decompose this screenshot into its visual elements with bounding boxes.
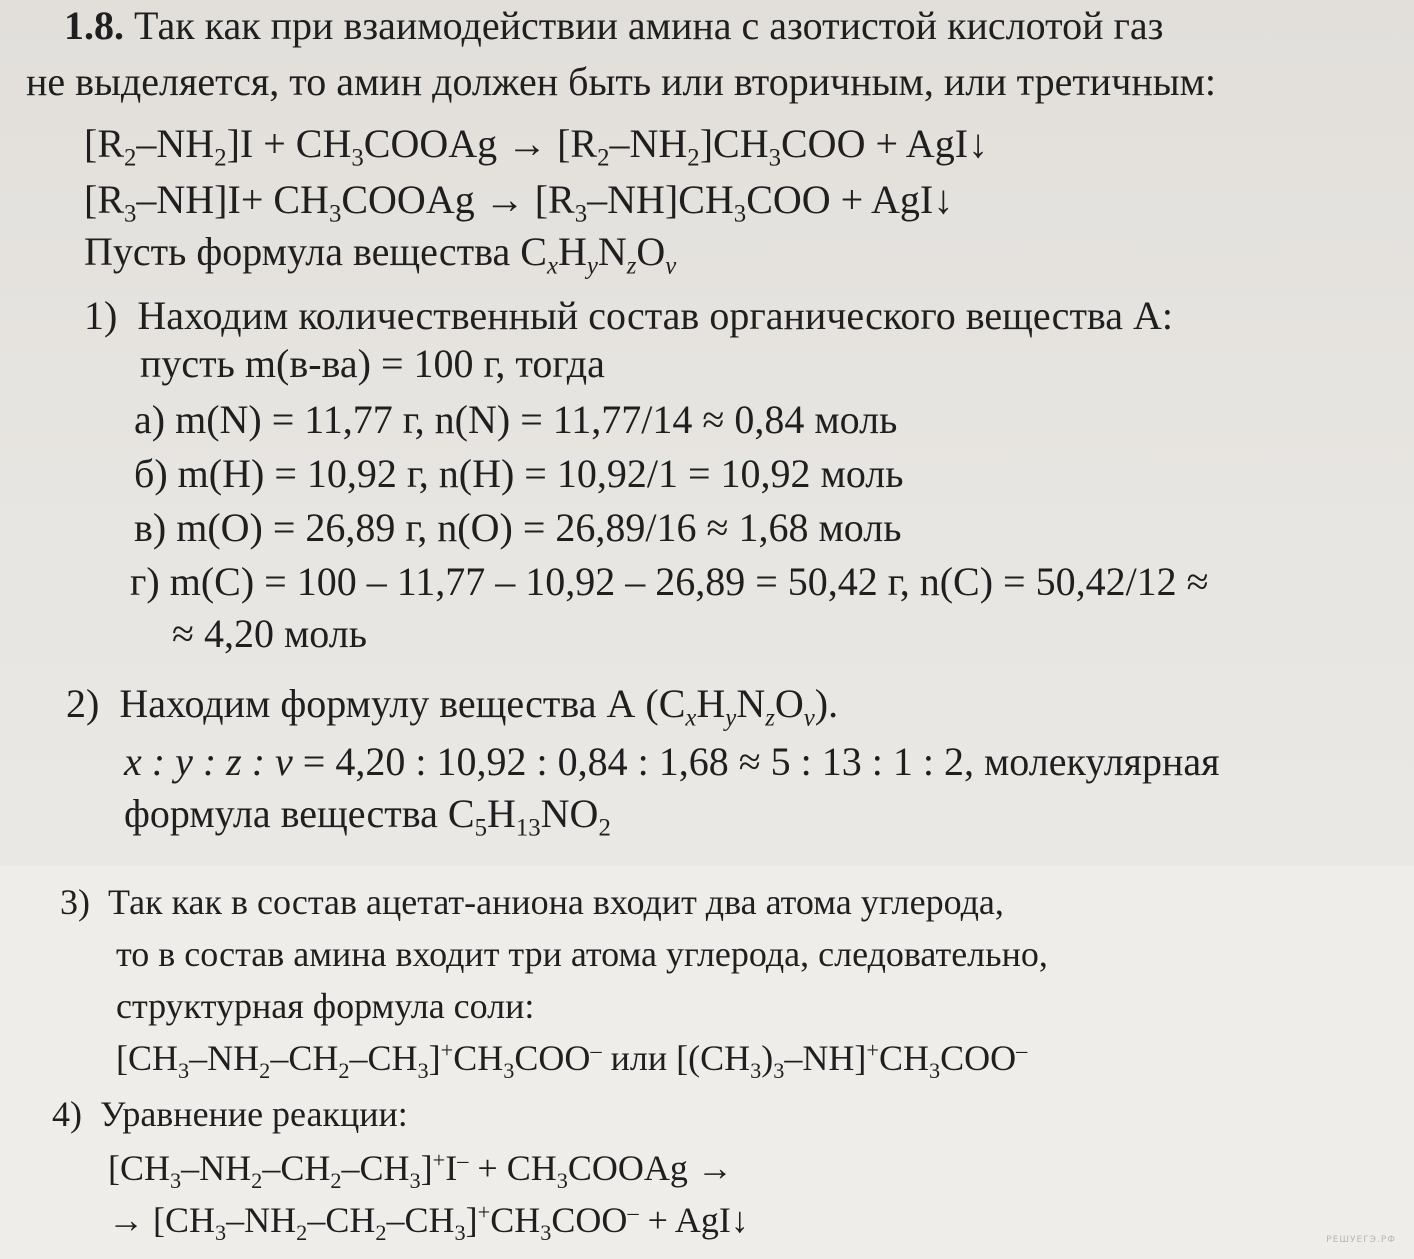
eq1-sub: 2 bbox=[214, 144, 227, 172]
calc-line: г) m(C) = 100 – 11,77 – 10,92 – 26,89 = 50,42 г, n(C) = 50,42/12 ≈ bbox=[130, 559, 1209, 604]
formula-part: O bbox=[636, 229, 666, 274]
formula-sub: x bbox=[685, 704, 697, 732]
reaction-rhs bbox=[108, 1198, 749, 1245]
formula-sub: y bbox=[725, 704, 737, 732]
step-title-tail: ). bbox=[814, 681, 839, 726]
eq1-part: ]CH bbox=[699, 121, 769, 166]
eq1-part: [R bbox=[84, 121, 124, 166]
eq1-part: COO + AgI↓ bbox=[781, 121, 989, 166]
step-title: Находим количественный состав органического вещества А: bbox=[137, 293, 1174, 338]
formula-part: N bbox=[736, 681, 766, 726]
result-sub: 5 bbox=[474, 814, 487, 842]
step-text: Так как в состав ацетат-аниона входит два атома углерода, bbox=[108, 882, 1004, 922]
reaction-rhs-text: $[CH_3-NH_2-CH_2-CH_3]^+CH_3COO^-$ + AgI↓ bbox=[144, 1199, 749, 1245]
step-marker: 4) bbox=[52, 1094, 82, 1134]
step-title: Уравнение реакции: bbox=[100, 1094, 408, 1134]
ratio-values: = 4,20 : 10,92 : 0,84 : 1,68 ≈ 5 : 13 : 1 : 2, молекулярная bbox=[292, 739, 1220, 784]
formula-sub: v bbox=[803, 704, 815, 732]
step-3-line-3 bbox=[116, 984, 534, 1028]
step-text: пусть m(в-ва) = 100 г, тогда bbox=[140, 341, 605, 386]
problem-number: 1.8. bbox=[64, 3, 124, 48]
step-marker: 2) bbox=[66, 681, 100, 726]
eq1-sub: 2 bbox=[687, 144, 700, 172]
formula-part: H bbox=[696, 681, 726, 726]
formula-sub: z bbox=[626, 252, 637, 280]
arrow: → bbox=[108, 1200, 144, 1240]
step-3-line-2 bbox=[116, 932, 1048, 976]
equation-tertiary-amine bbox=[84, 176, 954, 228]
problem-intro-line-2 bbox=[26, 58, 1216, 106]
formula-sub: v bbox=[665, 252, 677, 280]
ratio-vars: x : y : z : v bbox=[124, 739, 293, 784]
step-3-line-1 bbox=[60, 880, 1004, 924]
step-1-assume bbox=[140, 340, 605, 388]
watermark: РЕШУЕГЭ.РФ bbox=[1326, 1235, 1396, 1245]
formula-intro-text: Пусть формула вещества C bbox=[84, 229, 547, 274]
step-2-ratio bbox=[124, 738, 1220, 786]
step-marker: 3) bbox=[60, 882, 90, 922]
result-part: H bbox=[486, 791, 516, 836]
step-1-a bbox=[134, 396, 897, 444]
step-1-d bbox=[130, 558, 1209, 606]
formula-sub: y bbox=[586, 252, 598, 280]
step-1-d-cont bbox=[172, 610, 367, 658]
eq2-sub: 3 bbox=[124, 200, 137, 228]
step-4-title bbox=[52, 1092, 408, 1136]
result-part: формула вещества C bbox=[124, 791, 475, 836]
formula-sub: x bbox=[546, 252, 558, 280]
salt-1: $[CH_3-NH_2-CH_2-CH_3]^+CH_3COO^-$ bbox=[116, 1037, 602, 1083]
eq1-sub: 3 bbox=[768, 144, 781, 172]
formula-sub: z bbox=[765, 704, 775, 732]
intro-text-2: не выделяется, то амин должен быть или вторичным, или третичным: bbox=[26, 59, 1217, 104]
salt-structures bbox=[116, 1036, 1028, 1083]
calc-line: ≈ 4,20 моль bbox=[172, 611, 367, 656]
calc-line: в) m(O) = 26,89 г, n(O) = 26,89/16 ≈ 1,68 моль bbox=[134, 505, 902, 550]
eq2-part: [R bbox=[84, 177, 124, 222]
calc-line: а) m(N) = 11,77 г, n(N) = 11,77/14 ≈ 0,84 моль bbox=[134, 397, 898, 442]
formula-part: O bbox=[774, 681, 804, 726]
step-1-c bbox=[134, 504, 901, 552]
eq2-sub: 3 bbox=[733, 200, 747, 228]
step-marker: 1) bbox=[84, 293, 118, 338]
result-part: NO bbox=[540, 791, 599, 836]
eq2-sub: 3 bbox=[574, 200, 588, 228]
result-sub: 13 bbox=[515, 814, 541, 842]
eq1-sub: 3 bbox=[351, 144, 364, 172]
eq2-part: COOAg → [R bbox=[341, 177, 575, 222]
eq2-part: –NH]I+ CH bbox=[136, 177, 329, 222]
calc-line: б) m(H) = 10,92 г, n(H) = 10,92/1 = 10,92 моль bbox=[134, 451, 904, 496]
step-1-b bbox=[134, 450, 904, 498]
or-word: или bbox=[601, 1038, 677, 1078]
result-sub: 2 bbox=[598, 814, 611, 842]
step-1-title bbox=[84, 292, 1173, 340]
reaction-lhs-text: $[CH_3-NH_2-CH_2-CH_3]^+I^-$ + $CH_3COOAg$ bbox=[108, 1147, 697, 1193]
formula-part: H bbox=[557, 229, 587, 274]
eq1-sub: 2 bbox=[124, 144, 137, 172]
eq2-sub: 3 bbox=[328, 200, 342, 228]
eq1-part: –NH bbox=[609, 121, 688, 166]
eq1-sub: 2 bbox=[597, 144, 610, 172]
intro-text-1: Так как при взаимодействии амина с азотистой кислотой газ bbox=[134, 3, 1164, 48]
step-text: то в состав амина входит три атома углерода, следовательно, bbox=[116, 934, 1048, 974]
eq1-part: –NH bbox=[136, 121, 215, 166]
reaction-lhs bbox=[108, 1146, 733, 1193]
eq2-part: COO + AgI↓ bbox=[746, 177, 954, 222]
eq2-part: –NH]CH bbox=[587, 177, 734, 222]
step-text: структурная формула соли: bbox=[116, 986, 535, 1026]
salt-2: $[(CH_3)_3-NH]^+CH_3COO^-$ bbox=[676, 1037, 1028, 1083]
arrow: → bbox=[696, 1148, 733, 1188]
equation-secondary-amine bbox=[84, 120, 989, 172]
problem-intro-line-1 bbox=[64, 2, 1163, 50]
formula-intro bbox=[84, 228, 677, 280]
formula-part: N bbox=[597, 229, 627, 274]
eq1-part: COOAg → [R bbox=[363, 121, 598, 166]
step-2-result bbox=[124, 790, 611, 842]
eq1-part: ]I + CH bbox=[226, 121, 352, 166]
step-title: Находим формулу вещества А (C bbox=[119, 681, 686, 726]
step-2-title bbox=[66, 680, 839, 732]
